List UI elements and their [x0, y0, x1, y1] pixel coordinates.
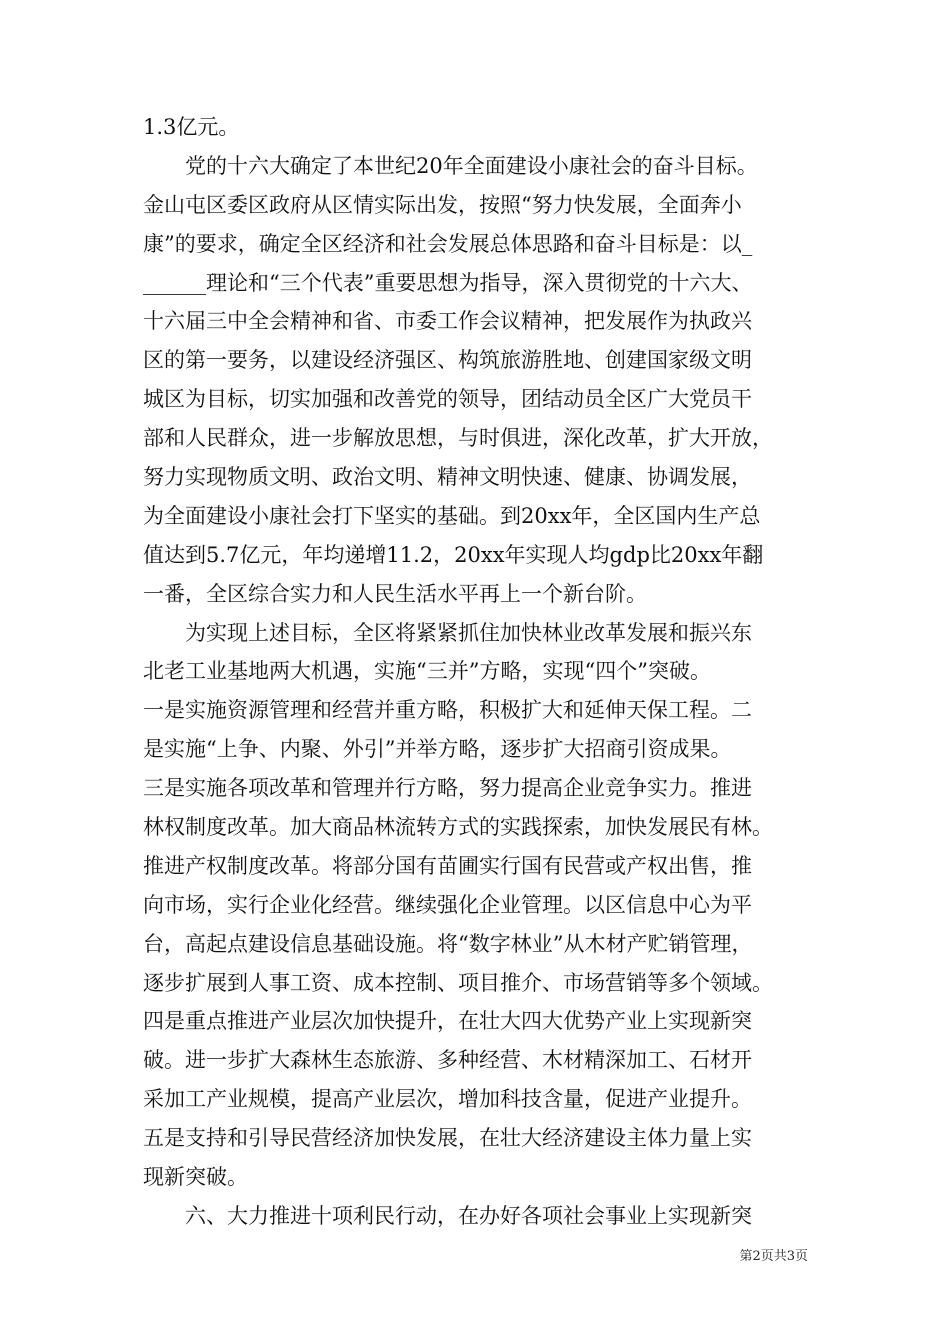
text-line: 一是实施资源管理和经营并重方略，积极扩大和延伸天保工程。二 — [143, 698, 752, 723]
text-line: 为实现上述目标，全区将紧紧抓住加快林业改革发展和振兴东 — [185, 620, 752, 645]
text-line: 值达到5.7亿元，年均递增11.2，20xx年实现人均gdp比20xx年翻 — [143, 542, 764, 567]
text-line: 为全面建设小康社会打下坚实的基础。到20xx年，全区国内生产总 — [143, 503, 761, 528]
text-line: 康”的要求，确定全区经济和社会发展总体思路和奋斗目标是：以_ — [143, 231, 753, 256]
text-line: 四是重点推进产业层次加快提升，在壮大四大优势产业上实现新突 — [143, 1009, 752, 1034]
text-line: 一番，全区综合实力和人民生活水平再上一个新台阶。 — [143, 581, 647, 606]
text-line: 逐步扩展到人事工资、成本控制、项目推介、市场营销等多个领域。 — [143, 970, 773, 995]
text-line: 区的第一要务，以建设经济强区、构筑旅游胜地、创建国家级文明 — [143, 348, 752, 373]
text-line: ______理论和“三个代表”重要思想为指导，深入贯彻党的十六大、 — [143, 270, 753, 295]
text-line: 努力实现物质文明、政治文明、精神文明快速、健康、协调发展， — [143, 465, 752, 490]
text-line: 部和人民群众，进一步解放思想，与时俱进，深化改革，扩大开放， — [143, 426, 773, 451]
text-line: 十六届三中全会精神和省、市委工作会议精神，把发展作为执政兴 — [143, 309, 752, 334]
text-line: 城区为目标，切实加强和改善党的领导，团结动员全区广大党员干 — [143, 387, 752, 412]
text-line: 现新突破。 — [143, 1165, 248, 1190]
text-line: 三是实施各项改革和管理并行方略，努力提高企业竞争实力。推进 — [143, 776, 752, 801]
text-line: 林权制度改革。加大商品林流转方式的实践探索，加快发展民有林。 — [143, 815, 773, 840]
text-line: 是实施“上争、内聚、外引”并举方略，逐步扩大招商引资成果。 — [143, 737, 732, 762]
text-line: 北老工业基地两大机遇，实施“三并”方略，实现“四个”突破。 — [143, 659, 711, 684]
text-line: 1.3亿元。 — [143, 115, 240, 139]
text-line: 党的十六大确定了本世纪20年全面建设小康社会的奋斗目标。 — [185, 153, 758, 178]
document-body — [143, 108, 808, 1236]
text-line: 台，高起点建设信息基础设施。将“数字林业”从木材产贮销管理， — [143, 931, 753, 956]
text-line: 推进产权制度改革。将部分国有苗圃实行国有民营或产权出售，推 — [143, 853, 752, 878]
text-line: 采加工产业规模，提高产业层次，增加科技含量，促进产业提升。 — [143, 1087, 752, 1112]
text-line: 向市场，实行企业化经营。继续强化企业管理。以区信息中心为平 — [143, 892, 752, 917]
text-line: 六、大力推进十项利民行动，在办好各项社会事业上实现新突 — [185, 1203, 752, 1228]
text-line: 金山屯区委区政府从区情实际出发，按照“努力快发展，全面奔小 — [143, 192, 742, 217]
text-line: 破。进一步扩大森林生态旅游、多种经营、木材精深加工、石材开 — [143, 1048, 752, 1073]
text-line: 五是支持和引导民营经济加快发展，在壮大经济建设主体力量上实 — [143, 1126, 752, 1151]
page-number: 第2页共3页 — [739, 1249, 808, 1264]
